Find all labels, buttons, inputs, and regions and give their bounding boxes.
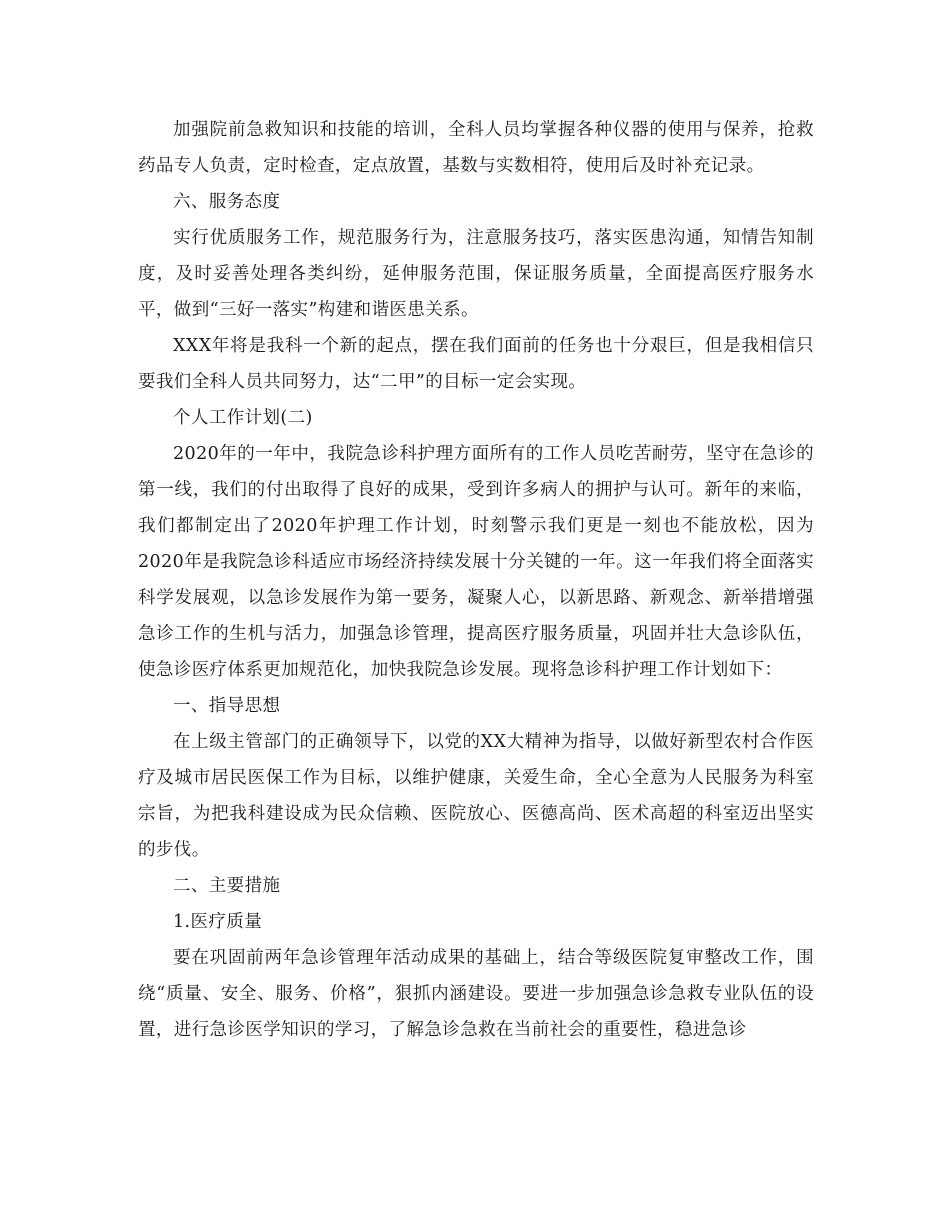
section-heading-main-measures: 二、主要措施: [173, 876, 281, 896]
section-heading-guiding-thought: 一、指导思想: [173, 696, 281, 716]
paragraph-equipment-training: 加强院前急救知识和技能的培训，全科人员均掌握各种仪器的使用与保养，抢救药品专人负责，定时检查，定点放置，基数与实数相符，使用后及时补充记录。: [138, 120, 814, 176]
document-body: [138, 112, 814, 1048]
section-heading-service-attitude: 六、服务态度: [173, 192, 281, 212]
paragraph-quality-service: 实行优质服务工作，规范服务行为，注意服务技巧，落实医患沟通，知情告知制度，及时妥善处理各类纠纷，延伸服务范围，保证服务质量，全面提高医疗服务水平，做到“三好一落实”构建和谐医患关系。: [138, 228, 814, 320]
paragraph-medical-quality: 要在巩固前两年急诊管理年活动成果的基础上，结合等级医院复审整改工作，围绕“质量、安全、服务、价格”，狠抓内涵建设。要进一步加强急诊急救专业队伍的设置，进行急诊医学知识的学习，了解急诊急救在当前社会的重要性，稳进急诊: [138, 948, 814, 1040]
section-heading-plan-two: 个人工作计划(二): [173, 408, 313, 428]
subheading-medical-quality: 1.医疗质量: [173, 912, 263, 932]
paragraph-2020-review: 2020年的一年中，我院急诊科护理方面所有的工作人员吃苦耐劳，坚守在急诊的第一线，我们的付出取得了良好的成果，受到许多病人的拥护与认可。新年的来临，我们都制定出了2020年护理工作计划，时刻警示我们更是一刻也不能放松，因为2020年是我院急诊科适应市场经济持续发展十分关键的一年。这一年我们将全面落实科学发展观，以急诊发展作为第一要务，凝聚人心，以新思路、新观念、新举措增强急诊工作的生机与活力，加强急诊管理，提高医疗服务质量，巩固并壮大急诊队伍，使急诊医疗体系更加规范化，加快我院急诊发展。现将急诊科护理工作计划如下：: [138, 444, 814, 680]
paragraph-guiding-thought: 在上级主管部门的正确领导下，以党的XX大精神为指导，以做好新型农村合作医疗及城市居民医保工作为目标，以维护健康，关爱生命，全心全意为人民服务为科室宗旨，为把我科建设成为民众信赖、医院放心、医德高尚、医术高超的科室迈出坚实的步伐。: [138, 732, 814, 860]
paragraph-new-start: XXX年将是我科一个新的起点，摆在我们面前的任务也十分艰巨，但是我相信只要我们全科人员共同努力，达“二甲”的目标一定会实现。: [138, 336, 814, 392]
